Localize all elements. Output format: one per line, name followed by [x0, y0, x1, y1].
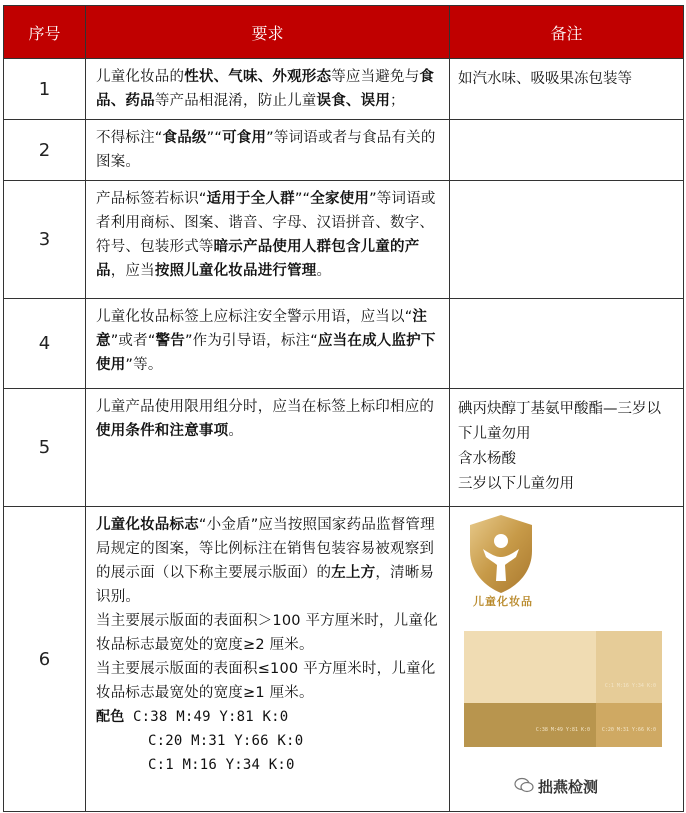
remark-cell	[450, 120, 684, 181]
req-emphasis: 暗示产品使用人群包含儿童的产品	[96, 239, 420, 279]
row-number: 5	[4, 389, 86, 507]
color-value: C:20 M:31 Y:66 K:0	[148, 733, 304, 749]
table-row	[4, 299, 684, 389]
req-text: 。	[228, 423, 244, 439]
req-emphasis: 适用于全人群	[206, 191, 295, 207]
header-requirement: 要求	[86, 6, 450, 59]
swatch-label: C:38 M:49 Y:81 K:0	[535, 727, 590, 733]
row-number: 4	[4, 299, 86, 389]
row-number: 2	[4, 120, 86, 181]
req-paragraph: 当主要展示版面的表面积≤100 平方厘米时，儿童化妆品标志最宽处的宽度≥1 厘米。	[96, 661, 436, 701]
req-text: 儿童产品使用限用组分时，应当在标签上标印相应的	[96, 399, 435, 415]
table-row	[4, 389, 684, 507]
requirement-cell	[86, 120, 450, 181]
remark-cell	[450, 507, 684, 812]
req-emphasis: 性状、气味、外观形态	[184, 69, 332, 85]
gold-shield-icon	[466, 513, 536, 595]
req-text: 儿童化妆品的	[96, 69, 185, 85]
table-header-row	[4, 6, 684, 59]
req-emphasis: 误食、误用	[316, 93, 391, 109]
row-number: 3	[4, 181, 86, 299]
remark-line: 碘丙炔醇丁基氨甲酸酯—三岁以下儿童勿用	[458, 401, 661, 442]
req-emphasis: 警告	[155, 333, 185, 349]
req-emphasis: 使用条件和注意事项	[96, 423, 229, 439]
req-paragraph: 当主要展示版面的表面积＞100 平方厘米时，儿童化妆品标志最宽处的宽度≥2 厘米。	[96, 613, 438, 653]
color-spec	[96, 729, 441, 753]
remark-cell	[450, 389, 684, 507]
table-row	[4, 120, 684, 181]
swatch-label: C:1 M:16 Y:34 K:0	[604, 683, 656, 689]
color-spec	[96, 753, 441, 777]
req-text: 等应当避免与	[331, 69, 420, 85]
remark-line: 如汽水味、吸吸果冻包装等	[458, 71, 632, 87]
swatch-label: C:20 M:31 Y:66 K:0	[601, 727, 656, 733]
remark-cell	[450, 181, 684, 299]
req-text: “小金盾”应当按照国家药品监督管理局规定的图案，等比例标注在销售包装容易被观察到的展示面（以下称主要展示版面）的	[96, 517, 435, 581]
req-text: ”等词语或者与食品有关的图案。	[96, 130, 436, 170]
header-index: 序号	[4, 6, 86, 59]
logo-area	[450, 507, 683, 797]
req-emphasis: 食品、药品	[96, 69, 435, 109]
remark-line: 三岁以下儿童勿用	[458, 476, 574, 492]
req-text: ”等。	[125, 357, 163, 373]
req-text: ”或者“	[110, 333, 156, 349]
requirement-cell	[86, 299, 450, 389]
color-swatch-block	[464, 631, 662, 747]
req-text: ”“	[206, 130, 223, 146]
requirement-cell	[86, 389, 450, 507]
wechat-icon	[514, 777, 534, 793]
req-emphasis: 食品级	[162, 130, 207, 146]
req-emphasis: 全家使用	[310, 191, 370, 207]
req-text: 儿童化妆品标签上应标注安全警示用语，应当以“	[96, 309, 413, 325]
remark-cell	[450, 59, 684, 120]
req-emphasis: 左上方	[331, 565, 376, 581]
req-text: 等产品相混淆，防止儿童	[154, 93, 317, 109]
color-label: 配色	[96, 709, 125, 725]
req-text: ”等词语或者利用商标、图案、谐音、字母、汉语拼音、数字、符号、包装形式等	[96, 191, 436, 255]
watermark: 拙燕检测	[538, 778, 599, 796]
req-text: ，应当	[110, 263, 155, 279]
req-text: ”作为引导语，标注“	[184, 333, 318, 349]
table-row	[4, 181, 684, 299]
color-value: C:1 M:16 Y:34 K:0	[148, 757, 295, 773]
req-emphasis: 可食用	[222, 130, 267, 146]
color-swatch	[464, 631, 596, 703]
remark-line: 含水杨酸	[458, 451, 516, 467]
req-emphasis: 儿童化妆品标志	[96, 517, 199, 533]
row-number: 1	[4, 59, 86, 120]
req-text: ”“	[294, 191, 311, 207]
requirement-cell	[86, 181, 450, 299]
remark-cell	[450, 299, 684, 389]
req-emphasis: 注意	[96, 309, 428, 349]
req-text: 。	[316, 263, 332, 279]
color-swatch	[596, 631, 662, 703]
req-emphasis: 按照儿童化妆品进行管理	[154, 263, 317, 279]
requirement-cell	[86, 507, 450, 812]
logo-caption: 儿童化妆品	[473, 595, 533, 608]
color-value: C:38 M:49 Y:81 K:0	[133, 709, 289, 725]
color-swatch	[596, 703, 662, 747]
table-row	[4, 507, 684, 812]
req-text: 不得标注“	[96, 130, 163, 146]
row-number: 6	[4, 507, 86, 812]
requirements-table	[3, 5, 684, 812]
req-text: ，清晰易识别。	[96, 565, 435, 605]
color-swatch	[464, 703, 596, 747]
header-remark: 备注	[450, 6, 684, 59]
color-spec	[96, 705, 441, 729]
table-row	[4, 59, 684, 120]
req-emphasis: 应当在成人监护下使用	[96, 333, 436, 373]
req-text: ；	[390, 93, 405, 109]
requirement-cell	[86, 59, 450, 120]
req-text: 产品标签若标识“	[96, 191, 207, 207]
